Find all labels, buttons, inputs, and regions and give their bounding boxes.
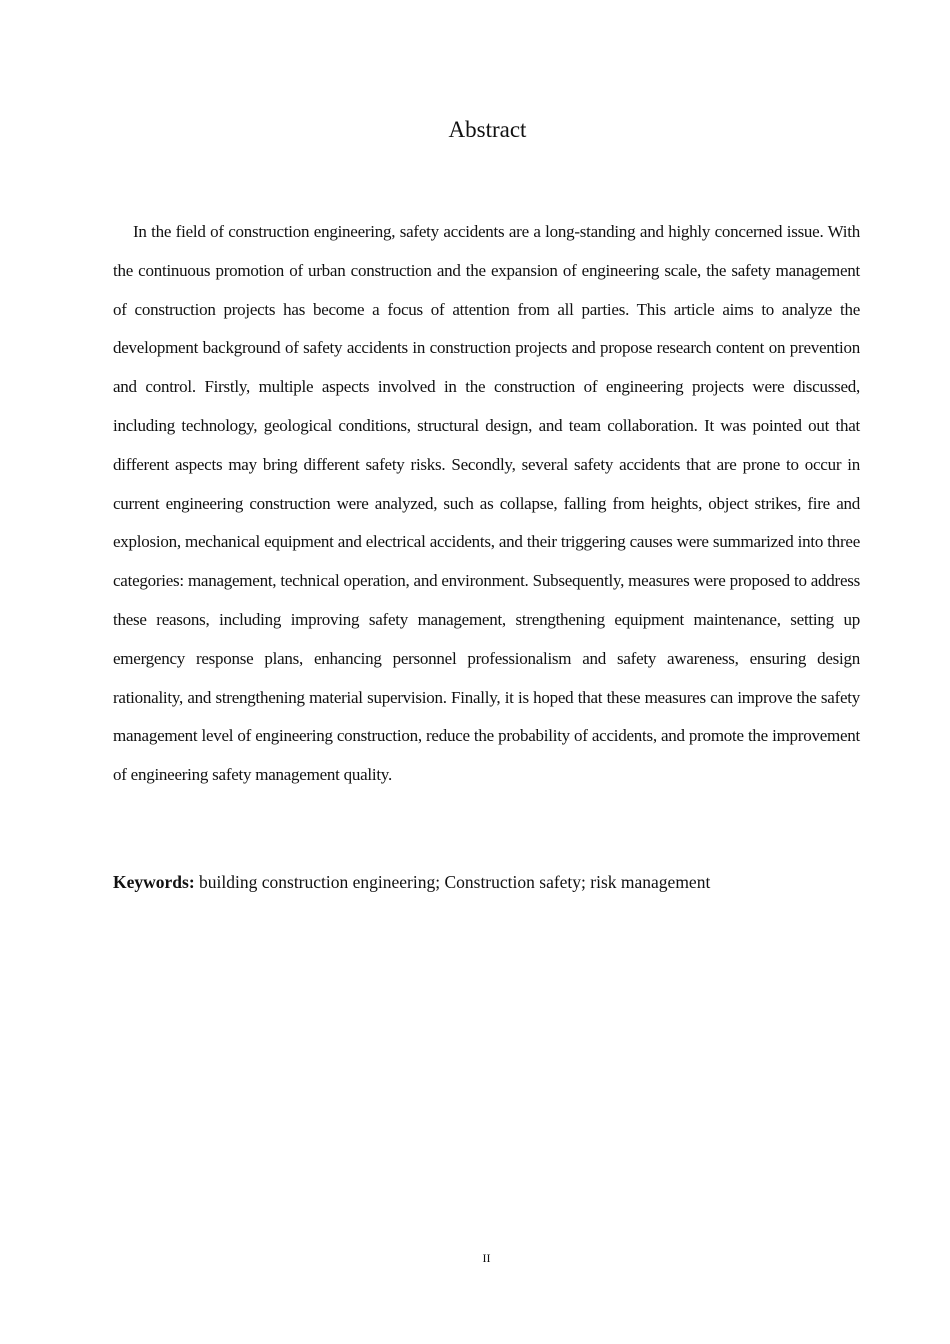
page-title: Abstract bbox=[448, 117, 527, 142]
keywords-line bbox=[113, 866, 860, 898]
abstract-paragraph: In the field of construction engineering, safety accidents are a long-standing and highly concerned issue. With the continuous promotion of urban construction and the expansion of engineering scale, the safety management of construction projects has become a focus of attention from all parties. This article aims to analyze the development background of safety accidents in construction projects and propose research content on prevention and control. Firstly, multiple aspects involved in the construction of engineering projects were discussed, including technology, geological conditions, structural design, and team collaboration. It was pointed out that different aspects may bring different safety risks. Secondly, several safety accidents that are prone to occur in current engineering construction were analyzed, such as collapse, falling from heights, object strikes, fire and explosion, mechanical equipment and electrical accidents, and their triggering causes were summarized into three categories: management, technical operation, and environment. Subsequently, measures were proposed to address these reasons, including improving safety management, strengthening equipment maintenance, setting up emergency response plans, enhancing personnel professionalism and safety awareness, ensuring design rationality, and strengthening material supervision. Finally, it is hoped that these measures can improve the safety management level of engineering construction, reduce the probability of accidents, and promote the improvement of engineering safety management quality. bbox=[113, 222, 860, 785]
keywords-text: building construction engineering; Construction safety; risk management bbox=[194, 872, 711, 892]
page-number: II bbox=[482, 1251, 491, 1265]
keywords-label: Keywords: bbox=[113, 872, 195, 892]
